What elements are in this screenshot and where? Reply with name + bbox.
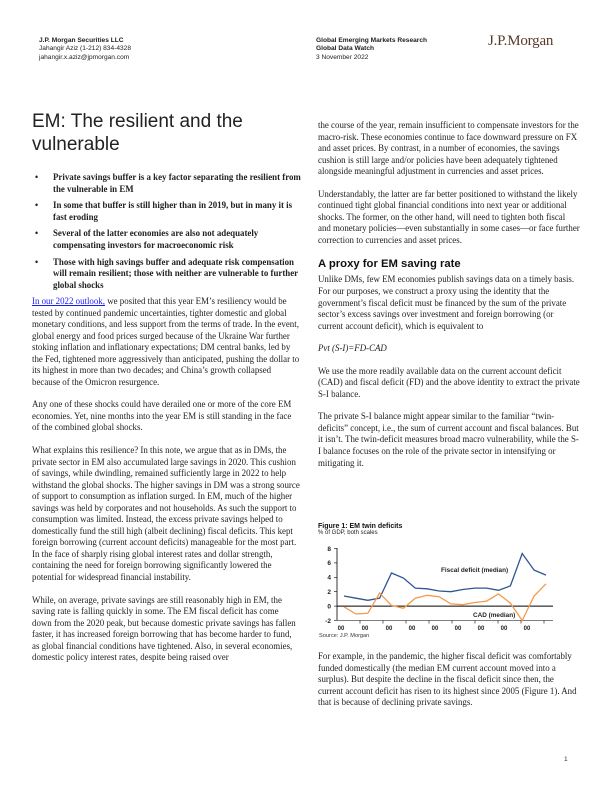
paragraph-continuation: the course of the year, remain insufficient to compensate investors for the macro-risk. These economies continue to face downward pressure on FX and asset prices. By contrast, in a number of economies, the savings cushion is still large and/or policies have been adequately tightened alongside meaningful adjustment in currencies and asset prices.: [318, 120, 579, 177]
page-number: 1: [564, 756, 568, 763]
svg-text:00: 00: [523, 626, 531, 632]
paragraph-intro: [32, 296, 300, 388]
figure-subtitle: % of GDP, both scales: [318, 530, 378, 536]
paragraph-proxy: Unlike DMs, few EM economies publish savings data on a timely basis. For our purposes, we construct a proxy using the identity that the government’s fiscal deficit must be financed by the sum of the private sector’s excess savings over investment and foreign borrowing (or current account deficit), which is equivalent to: [318, 274, 575, 331]
twin-deficits-chart: [315, 540, 565, 640]
svg-text:00: 00: [408, 626, 416, 632]
key-point: • Private savings buffer is a key factor separating the resilient from the vulnerable in EM: [32, 172, 302, 195]
svg-text:00: 00: [500, 626, 508, 632]
header-left: [39, 37, 131, 62]
jpmorgan-logo: J.P.Morgan: [488, 33, 554, 49]
right-body-bottom: [318, 651, 580, 709]
paragraph-savings: While, on average, private savings are still reasonably high in EM, the saving rate is falling quickly in some. The EM fiscal deficit has come down from the 2020 peak, but because domestic private savings has fallen faster, it has increased foreign borrowing that has become harder to fund, as global financial conditions have tightened. Also, in several economies, domestic policy interest rates, despite being raised over: [32, 594, 296, 663]
paragraph-shocks: Any one of these shocks could have derailed one or more of the core EM economies. Yet, nine months into the year EM is still standing in the face of the combined global shocks.: [32, 399, 292, 433]
paragraph-text: we posited that this year EM’s resiliency would be tested by continued pandemic uncertainties, tighter domestic and global monetary conditions, and less support from the terms of trade. In the event, global energy and food prices surged because of the Ukraine War further stoking inflation and inflationary expectations; DM central banks, led by the Fed, tightened more aggressively than anticipated, pushing the dollar to its highest in more than two decades; and China’s growth collapsed because of the Omicron resurgence.: [32, 296, 300, 387]
author-contact: Jahangir Aziz (1-212) 834-4328: [39, 45, 132, 53]
svg-text:-2: -2: [325, 617, 331, 625]
publication-name: Global Data Watch: [316, 45, 375, 53]
svg-text:00: 00: [361, 626, 369, 632]
key-points-list: [32, 172, 302, 291]
y-axis-labels: [325, 546, 337, 625]
left-column: [32, 110, 302, 296]
formula: Pvt (S-I)=FD-CAD: [318, 343, 387, 354]
svg-text:6: 6: [327, 560, 331, 568]
author-email[interactable]: jahangir.x.aziz@jpmorgan.com: [39, 53, 130, 61]
article-title: EM: The resilient and the vulnerable: [32, 111, 243, 155]
svg-text:00: 00: [477, 626, 485, 632]
outlook-link[interactable]: In our 2022 outlook,: [32, 296, 105, 306]
paragraph-twin-deficits: The private S-I balance might appear similar to the familiar “twin-deficits” concept, i.e., the sum of current account and fiscal balances. But it isn’t. The twin-deficit measures broad macro vulnerability, while the S-I balance focuses on the role of the private sector in intensifying or mitigating it.: [318, 411, 579, 468]
svg-text:8: 8: [327, 545, 331, 553]
svg-text:00: 00: [385, 626, 393, 632]
key-point: • In some that buffer is still higher than in 2019, but in many it is fast eroding: [32, 200, 302, 223]
svg-text:0: 0: [327, 603, 331, 611]
svg-text:00: 00: [337, 626, 345, 632]
fiscal-deficit-line: [344, 554, 546, 601]
svg-text:2: 2: [327, 589, 331, 596]
svg-text:00: 00: [431, 626, 439, 632]
svg-text:00: 00: [454, 626, 462, 632]
right-body: [318, 120, 580, 469]
key-point: • Those with high savings buffer and adequate risk compensation will remain resilient; those with neither are vulnerable to further global shocks: [32, 257, 302, 292]
figure-title: Figure 1: EM twin deficits: [318, 523, 403, 530]
left-body: [32, 296, 300, 664]
x-axis-labels: [338, 626, 531, 632]
company-name: J.P. Morgan Securities LLC: [39, 37, 124, 44]
x-axis-ticks: [360, 621, 544, 624]
fiscal-series-label: Fiscal deficit (median): [441, 567, 509, 574]
research-division: Global Emerging Markets Research: [316, 37, 428, 44]
publication-date: 3 November 2022: [316, 53, 369, 61]
section-heading: A proxy for EM saving rate: [318, 258, 461, 271]
paragraph-data: We use the more readily available data on the current account deficit (CAD) and fiscal deficit (FD) and the above identity to extract the private S-I balance.: [318, 365, 580, 399]
figure-1: [318, 523, 568, 536]
paragraph-pandemic: For example, in the pandemic, the higher fiscal deficit was comfortably funded domestically (the median EM current account moved into a surplus). But despite the decline in the fiscal deficit since then, the current account deficit has risen to its highest since 2005 (Figure 1). And that is because of declining private savings.: [318, 651, 577, 708]
cad-series-label: CAD (median): [473, 612, 516, 619]
paragraph-positioning: Understandably, the latter are far better positioned to withstand the likely continued tight global financial conditions into next year or additional shocks. The former, on the other hand, will need to tighten both fiscal and monetary policies—even substantially in some cases—or face further correction to currencies and asset prices.: [318, 188, 580, 245]
paragraph-resilience: What explains this resilience? In this note, we argue that as in DMs, the private sector in EM also accumulated large savings in 2020. This cushion of savings, while dwindling, remained sufficiently large in 2022 to help withstand the global shocks. The higher savings in DM was a strong source of support to consumption as inflation surged. In EM, much of the higher savings was held by corporates and not households. As such the support to consumption was limited. Instead, the excess private savings helped to domestically fund the still high (albeit declining) fiscal deficits. This kept foreign borrowing (current account deficits) manageable for the most part. In the face of sharply rising global interest rates and dollar strength, containing the need for foreign borrowing significantly lowered the potential for widespread financial instability.: [32, 445, 300, 583]
svg-text:4: 4: [327, 574, 331, 582]
figure-source: Source: J.P. Morgan: [319, 633, 370, 639]
cad-line: [344, 584, 546, 621]
key-point: • Several of the latter economies are also not adequately compensating investors for macroeconomic risk: [32, 228, 302, 251]
header-right: [316, 37, 427, 62]
